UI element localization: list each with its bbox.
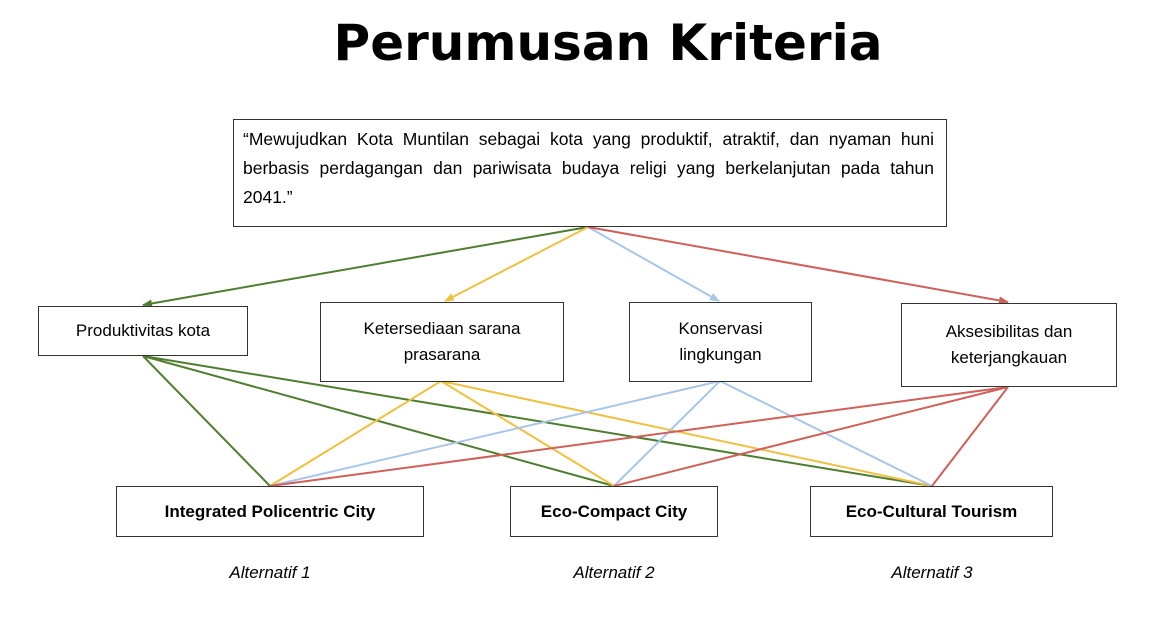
- link-konservasi-alt1: [270, 381, 720, 486]
- criterion-label: Ketersediaan sarana prasarana: [363, 319, 521, 364]
- link-sarana-alt2: [441, 381, 614, 486]
- criterion-label: Konservasi lingkungan: [678, 319, 763, 364]
- criterion-aksesibilitas: [901, 303, 1117, 387]
- link-aksesibilitas-alt3: [932, 387, 1008, 486]
- criterion-sarana-prasarana: [320, 302, 564, 382]
- alternative-label-2: Alternatif 2: [573, 563, 655, 582]
- page-title: Perumusan Kriteria: [333, 14, 883, 72]
- vision-statement: “Mewujudkan Kota Muntilan sebagai kota yang produktif, atraktif, dan nyaman huni berbasis perdagangan dan pariwisata budaya religi yang berkelanjutan pada tahun 2041.”: [233, 119, 947, 227]
- arrow-vision-produktivitas: [143, 227, 588, 305]
- link-sarana-alt3: [441, 381, 932, 486]
- link-sarana-alt1: [270, 381, 441, 486]
- alternative-name: Integrated Policentric City: [164, 501, 376, 521]
- link-produktivitas-alt1: [143, 356, 270, 486]
- alternative-eco-compact-city: [510, 486, 718, 537]
- alternative-label-1: Alternatif 1: [229, 563, 311, 582]
- criterion-label: Aksesibilitas dan keterjangkauan: [945, 322, 1073, 367]
- link-aksesibilitas-alt2: [614, 387, 1008, 486]
- criterion-konservasi: [629, 302, 812, 382]
- alternative-eco-cultural-tourism: [810, 486, 1053, 537]
- arrow-vision-aksesibilitas: [588, 227, 1008, 302]
- criterion-produktivitas: [38, 306, 248, 356]
- link-aksesibilitas-alt1: [270, 387, 1008, 486]
- alternative-label-3: Alternatif 3: [891, 563, 973, 582]
- alternative-integrated-policentric-city: [116, 486, 424, 537]
- alternative-name: Eco-Compact City: [540, 501, 688, 521]
- criterion-label: Produktivitas kota: [75, 321, 211, 340]
- alternative-name: Eco-Cultural Tourism: [845, 501, 1018, 521]
- arrow-vision-sarana: [445, 227, 588, 301]
